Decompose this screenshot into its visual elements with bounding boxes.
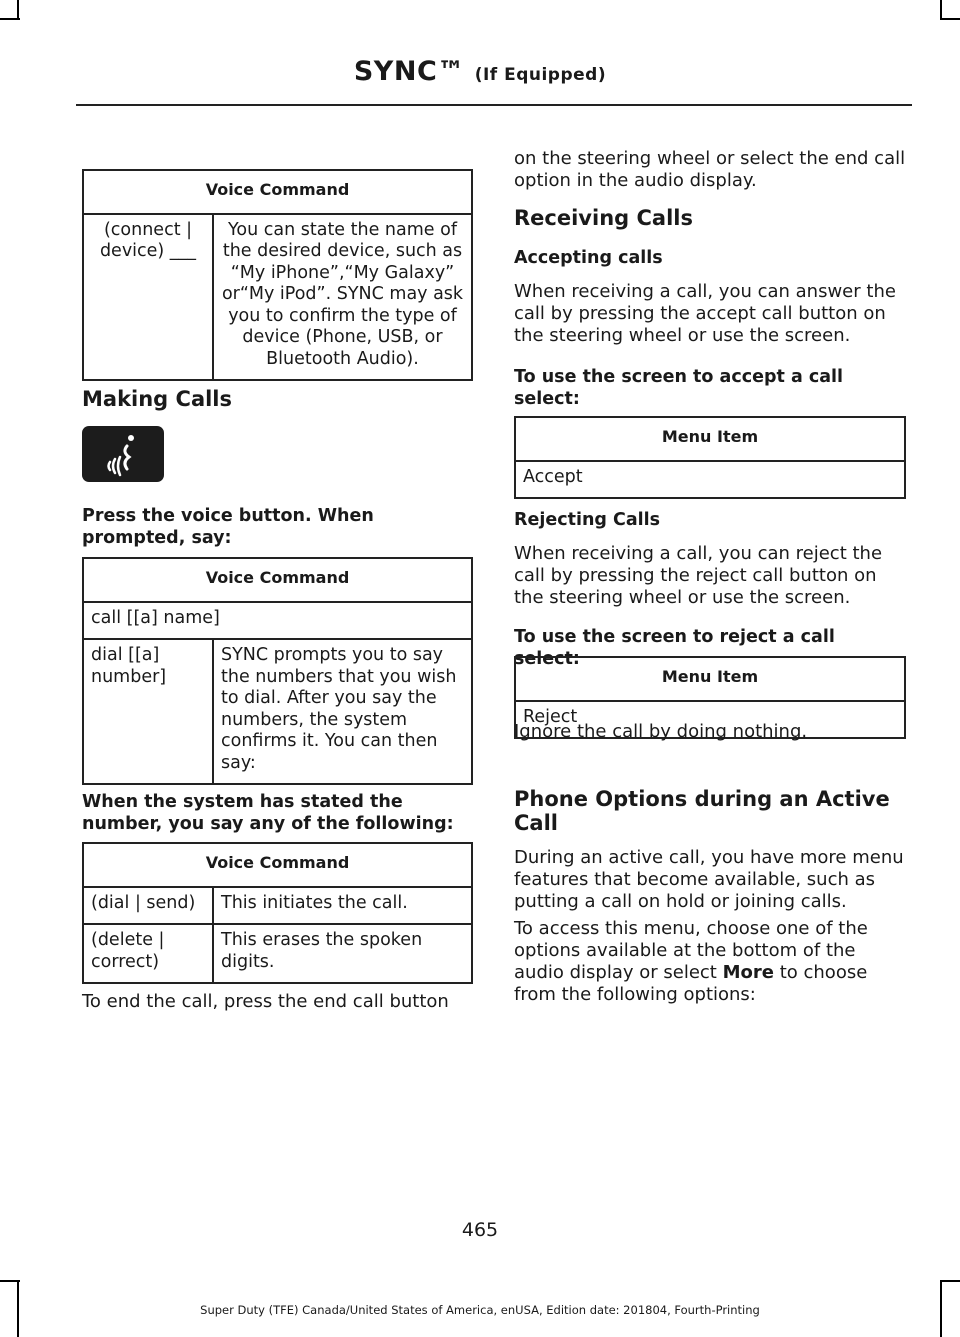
- crop-mark: [940, 1280, 960, 1282]
- voice-command-table-call: [82, 557, 473, 785]
- accepting-calls-heading: Accepting calls: [514, 248, 663, 268]
- end-call-continuation: on the steering wheel or select the end call option in the audio display.: [514, 148, 906, 191]
- header-divider: [76, 104, 912, 106]
- menu-item-cell: Accept: [515, 461, 905, 499]
- table-header: Menu Item: [515, 657, 905, 701]
- header-title: SYNC™: [353, 56, 465, 87]
- table-row: [83, 214, 472, 381]
- table-row: [83, 639, 472, 784]
- table-header: Voice Command: [83, 843, 472, 887]
- command-cell: call [[a] name]: [83, 602, 472, 640]
- rejecting-text: When receiving a call, you can reject the call by pressing the reject call button on the steering wheel or use the screen.: [514, 543, 883, 608]
- page-number: 465: [461, 1219, 499, 1241]
- page-footer: Super Duty (TFE) Canada/United States of America, enUSA, Edition date: 201804, Fourth-Printing: [200, 1303, 760, 1317]
- table-header: Menu Item: [515, 417, 905, 461]
- end-call-text: To end the call, press the end call button: [82, 991, 449, 1012]
- more-keyword: More: [722, 962, 774, 983]
- access-text-before: To access this menu, choose one of the options available at the bottom of the audio display or select: [514, 918, 868, 983]
- description-cell: This initiates the call.: [213, 887, 472, 925]
- description-cell: This erases the spoken digits.: [213, 924, 472, 983]
- command-cell: (connect | device) ___: [83, 214, 213, 381]
- table-header: Voice Command: [83, 558, 472, 602]
- making-calls-heading: Making Calls: [82, 387, 233, 411]
- accepting-text: When receiving a call, you can answer the call by pressing the accept call button on the steering wheel or use the screen.: [514, 281, 896, 346]
- crop-mark: [17, 0, 19, 20]
- crop-mark: [0, 1280, 20, 1282]
- phone-options-text: During an active call, you have more menu features that become available, such as putting a call on hold or joining calls.: [514, 847, 904, 912]
- voice-command-icon: [82, 426, 164, 482]
- accept-instruction: To use the screen to accept a call select:: [514, 367, 844, 409]
- table-row: [83, 887, 472, 925]
- description-cell: You can state the name of the desired device, such as “My iPhone”,“My Galaxy” or“My iPod”. SYNC may ask you to confirm the type of device (Phone, USB, or Bluetooth Audio).: [213, 214, 472, 381]
- page-header: [0, 56, 960, 87]
- press-voice-instruction: Press the voice button. When prompted, say:: [82, 506, 374, 548]
- command-cell: (dial | send): [83, 887, 213, 925]
- table-row: [83, 924, 472, 983]
- voice-command-icon: [82, 426, 164, 482]
- phone-options-heading: Phone Options during an Active Call: [514, 787, 890, 835]
- reject-instruction: To use the screen to reject a call select:: [514, 627, 835, 669]
- access-text-after: to choose from the following options:: [514, 962, 868, 1005]
- crop-mark: [0, 18, 20, 20]
- stated-number-instruction: When the system has stated the number, you say any of the following:: [82, 792, 454, 834]
- ignore-text: Ignore the call by doing nothing.: [514, 721, 808, 742]
- crop-mark: [940, 0, 942, 20]
- menu-item-cell: Reject: [515, 701, 905, 739]
- voice-command-table-dial: [82, 842, 473, 984]
- command-cell: (delete | correct): [83, 924, 213, 983]
- table-header: Voice Command: [83, 170, 472, 214]
- description-cell: SYNC prompts you to say the numbers that you wish to dial. After you say the numbers, the system confirms it. You can then say:: [213, 639, 472, 784]
- receiving-calls-heading: Receiving Calls: [514, 206, 693, 230]
- command-cell: dial [[a] number]: [83, 639, 213, 784]
- table-row: [515, 461, 905, 499]
- voice-command-table-connect: [82, 169, 473, 381]
- access-menu-text: [514, 918, 906, 1006]
- menu-item-table-accept: [514, 416, 906, 499]
- header-subtitle: (If Equipped): [474, 65, 607, 85]
- table-row: [83, 602, 472, 640]
- crop-mark: [940, 18, 960, 20]
- rejecting-calls-heading: Rejecting Calls: [514, 510, 661, 530]
